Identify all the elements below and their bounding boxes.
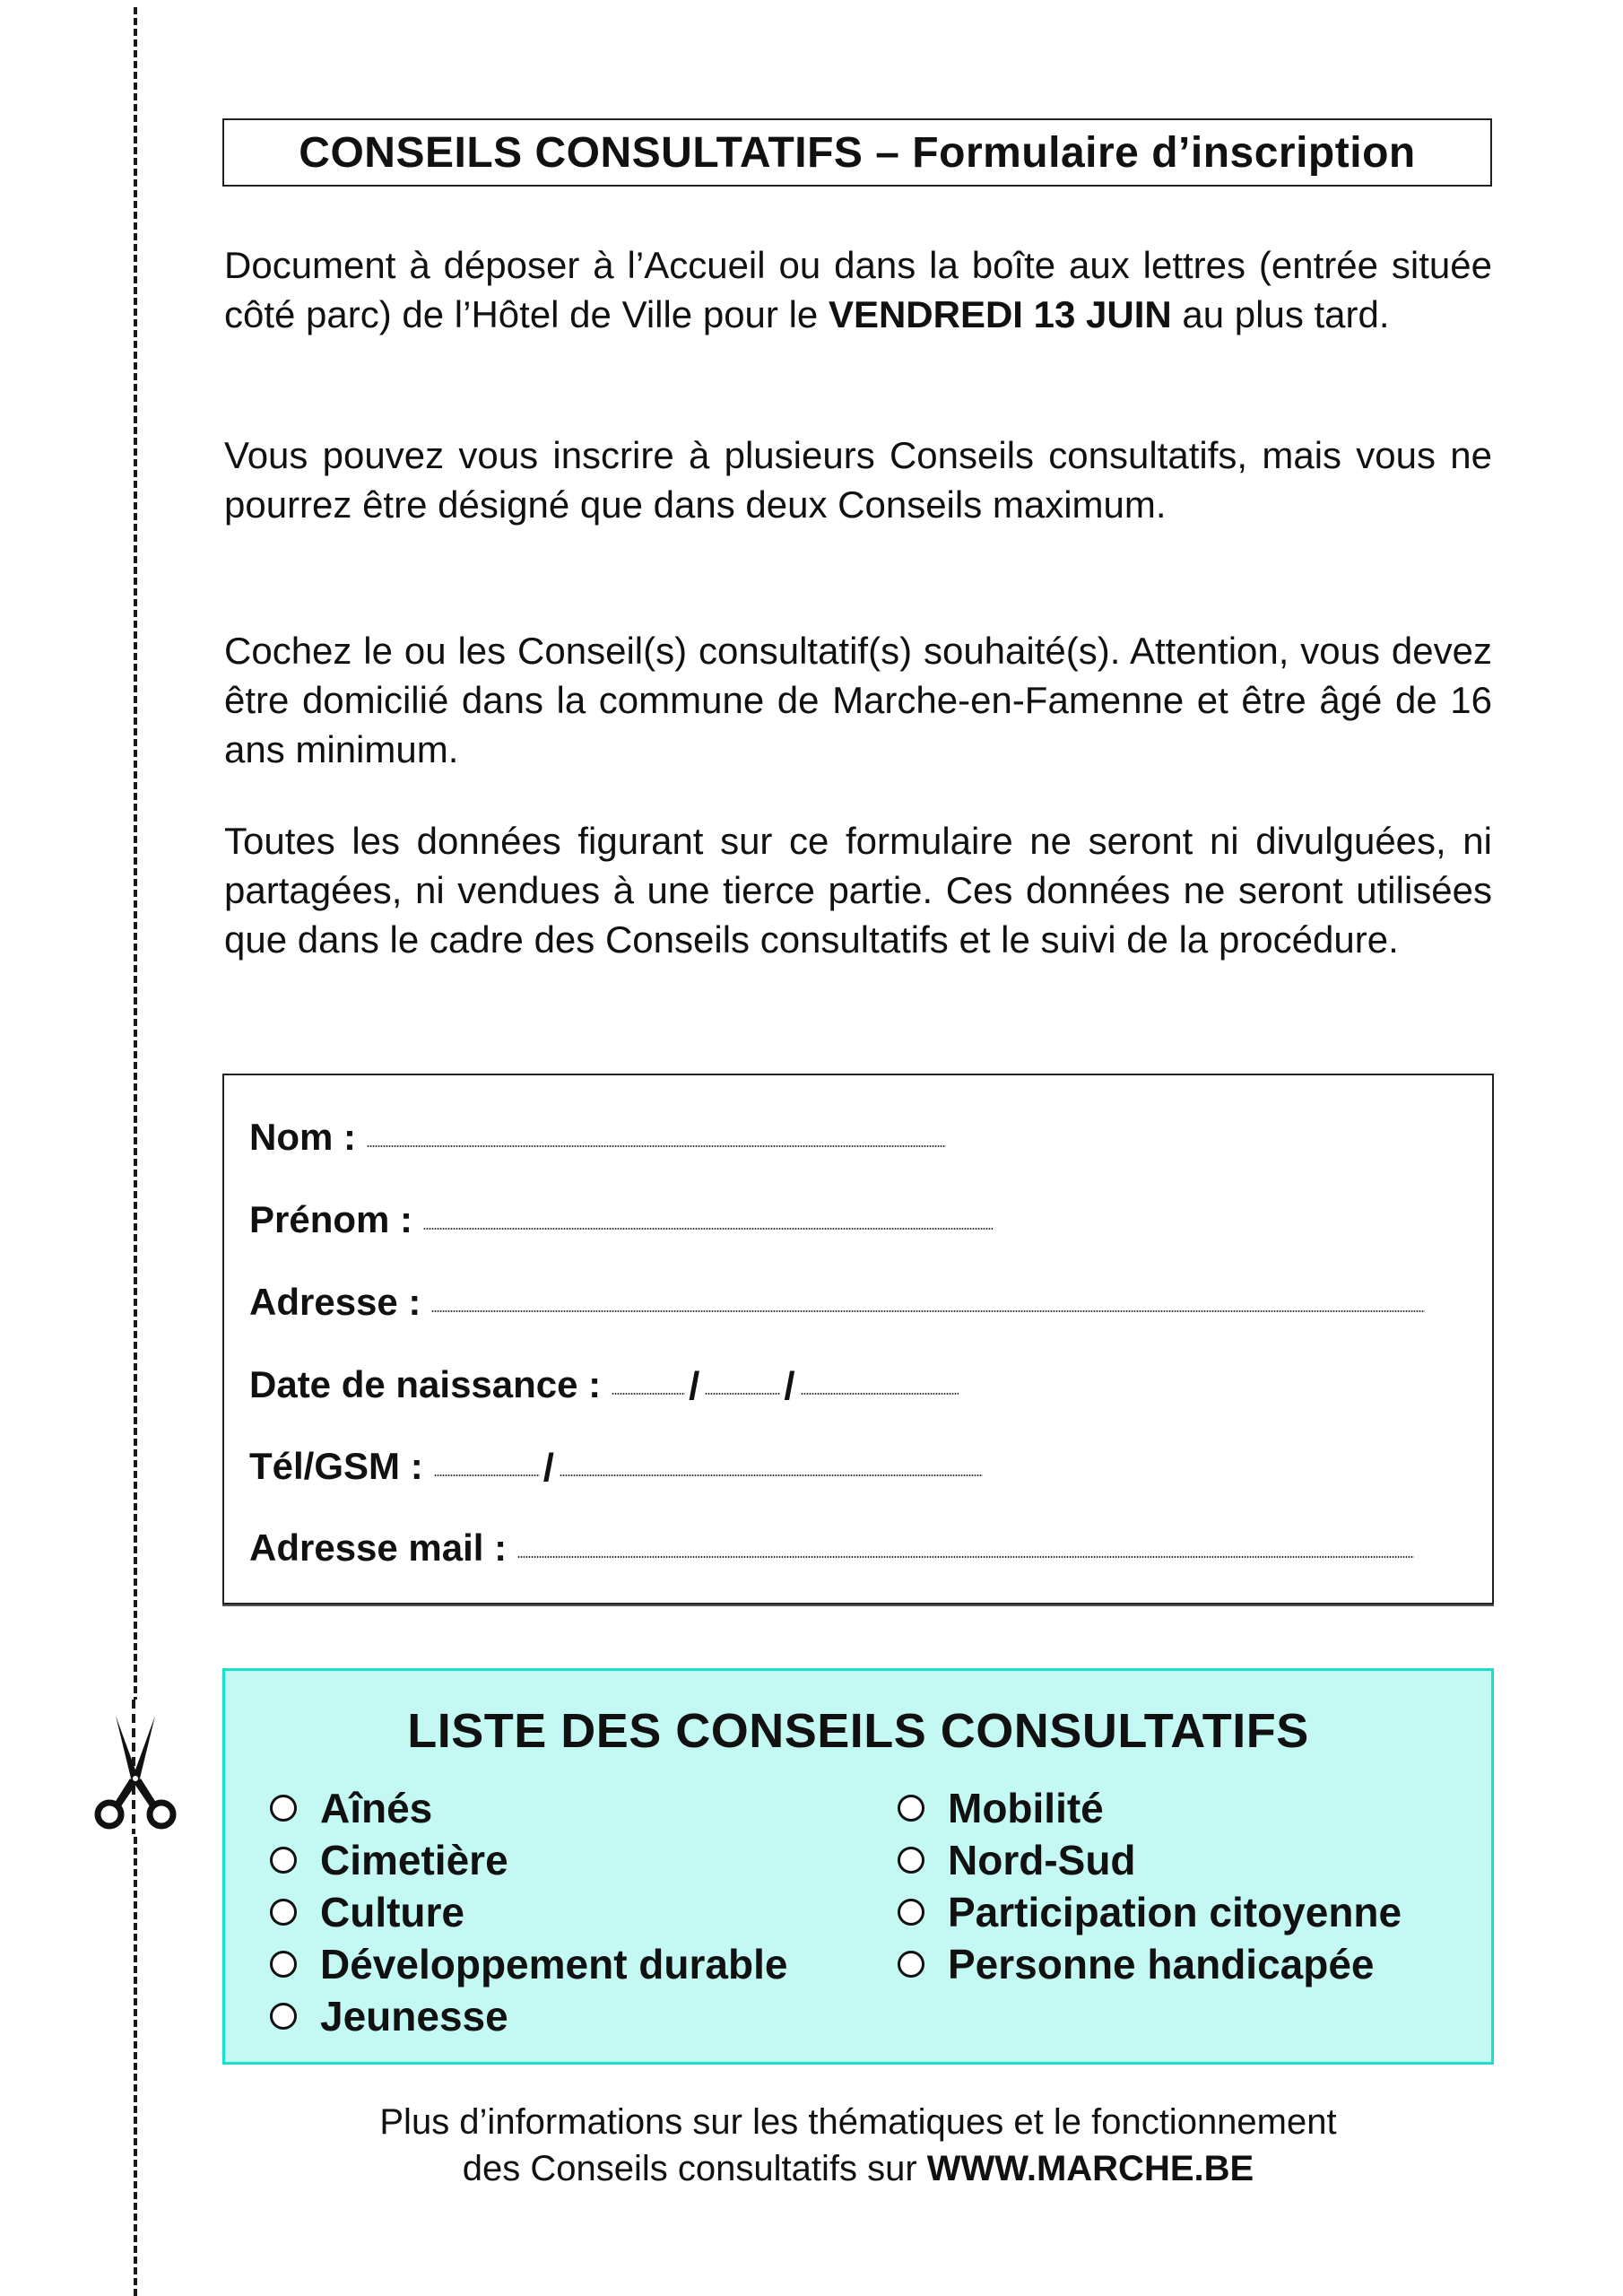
field-adresse[interactable] bbox=[249, 1274, 1425, 1324]
instructions-deposit bbox=[224, 240, 1492, 339]
deposit-text-end: au plus tard. bbox=[1171, 293, 1390, 335]
document-title: CONSEILS CONSULTATIFS – Formulaire d’inscription bbox=[222, 118, 1492, 187]
instructions-eligibility: Cochez le ou les Conseil(s) consultatif(s) souhaité(s). Attention, vous devez être domicilié dans la commune de Marche-en-Famenne et être âgé de 16 ans minimum. bbox=[224, 630, 1492, 770]
tel-separator: / bbox=[542, 1446, 554, 1490]
field-adresse-input[interactable] bbox=[431, 1309, 1425, 1313]
conseil-option-label: Développement durable bbox=[320, 1941, 788, 1987]
field-date-month-input[interactable] bbox=[705, 1392, 780, 1396]
field-nom-label: Nom : bbox=[249, 1116, 356, 1158]
conseil-option-cimetiere[interactable] bbox=[270, 1834, 787, 1886]
field-tel-number-input[interactable] bbox=[560, 1474, 983, 1477]
field-date-year-input[interactable] bbox=[801, 1392, 959, 1396]
conseil-option-jeunesse[interactable] bbox=[270, 1990, 787, 2042]
deadline-date: VENDREDI 13 JUIN bbox=[828, 293, 1172, 335]
footer-line-2-text: des Conseils consultatifs sur bbox=[462, 2149, 927, 2188]
radio-circle-icon[interactable] bbox=[898, 1899, 924, 1926]
field-prenom-label: Prénom : bbox=[249, 1198, 413, 1240]
field-date-naissance[interactable] bbox=[249, 1356, 959, 1406]
conseil-option-label: Aînés bbox=[320, 1785, 433, 1831]
radio-circle-icon[interactable] bbox=[898, 1951, 924, 1978]
conseils-left-column bbox=[270, 1782, 787, 2042]
conseil-option-participation-citoyenne[interactable] bbox=[898, 1886, 1402, 1938]
conseils-right-column bbox=[898, 1782, 1402, 1990]
field-tel-prefix-input[interactable] bbox=[434, 1474, 540, 1477]
conseil-option-aines[interactable] bbox=[270, 1782, 787, 1834]
radio-circle-icon[interactable] bbox=[270, 1951, 297, 1978]
radio-circle-icon[interactable] bbox=[270, 1847, 297, 1874]
scissors-icon bbox=[86, 1700, 185, 1834]
conseil-option-mobilite[interactable] bbox=[898, 1782, 1402, 1834]
field-date-label: Date de naissance : bbox=[249, 1363, 602, 1405]
conseil-option-label: Mobilité bbox=[948, 1785, 1104, 1831]
conseil-option-label: Nord-Sud bbox=[948, 1837, 1136, 1883]
deposit-text: Document à déposer à l’Accueil ou dans la boîte aux lettres (entrée située côté parc) de l’Hôtel de Ville pour le bbox=[224, 244, 1492, 335]
conseil-option-label: Culture bbox=[320, 1889, 464, 1935]
field-prenom[interactable] bbox=[249, 1191, 994, 1241]
field-mail-input[interactable] bbox=[517, 1555, 1414, 1559]
field-prenom-input[interactable] bbox=[423, 1227, 994, 1231]
field-date-day-input[interactable] bbox=[612, 1392, 685, 1396]
radio-circle-icon[interactable] bbox=[898, 1847, 924, 1874]
radio-circle-icon[interactable] bbox=[270, 2003, 297, 2030]
conseils-list-box bbox=[222, 1668, 1494, 2065]
field-adresse-label: Adresse : bbox=[249, 1281, 421, 1323]
field-tel-gsm[interactable] bbox=[249, 1438, 983, 1488]
conseil-option-label: Cimetière bbox=[320, 1837, 508, 1883]
conseils-list-title: LISTE DES CONSEILS CONSULTATIFS bbox=[407, 1704, 1309, 1758]
instructions-multiple: Vous pouvez vous inscrire à plusieurs Conseils consultatifs, mais vous ne pourrez être désigné que dans deux Conseils maximum. bbox=[224, 434, 1492, 526]
field-nom[interactable] bbox=[249, 1109, 946, 1159]
privacy-notice: Toutes les données figurant sur ce formulaire ne seront ni divulguées, ni partagées, ni vendues à une tierce partie. Ces données ne seront utilisées que dans le cadre des Conseils consultatifs et le suivi de la procédure. bbox=[224, 820, 1492, 961]
radio-circle-icon[interactable] bbox=[898, 1795, 924, 1822]
cut-line-dashed bbox=[134, 7, 137, 2296]
website-link[interactable]: WWW.MARCHE.BE bbox=[926, 2149, 1254, 2188]
footer-line-2 bbox=[222, 2145, 1494, 2192]
radio-circle-icon[interactable] bbox=[270, 1795, 297, 1822]
field-tel-label: Tél/GSM : bbox=[249, 1445, 423, 1487]
conseil-option-culture[interactable] bbox=[270, 1886, 787, 1938]
conseil-option-nord-sud[interactable] bbox=[898, 1834, 1402, 1886]
radio-circle-icon[interactable] bbox=[270, 1899, 297, 1926]
field-nom-input[interactable] bbox=[367, 1144, 946, 1148]
footer-line-1: Plus d’informations sur les thématiques et le fonctionnement bbox=[379, 2102, 1337, 2142]
conseil-option-developpement-durable[interactable] bbox=[270, 1938, 787, 1990]
conseil-option-label: Jeunesse bbox=[320, 1993, 508, 2039]
date-separator: / bbox=[689, 1364, 700, 1408]
field-adresse-mail[interactable] bbox=[249, 1519, 1414, 1570]
footer-info bbox=[222, 2099, 1494, 2192]
conseil-option-label: Personne handicapée bbox=[948, 1941, 1375, 1987]
field-mail-label: Adresse mail : bbox=[249, 1526, 508, 1569]
conseil-option-personne-handicapee[interactable] bbox=[898, 1938, 1402, 1990]
date-separator: / bbox=[784, 1364, 795, 1408]
conseil-option-label: Participation citoyenne bbox=[948, 1889, 1402, 1935]
